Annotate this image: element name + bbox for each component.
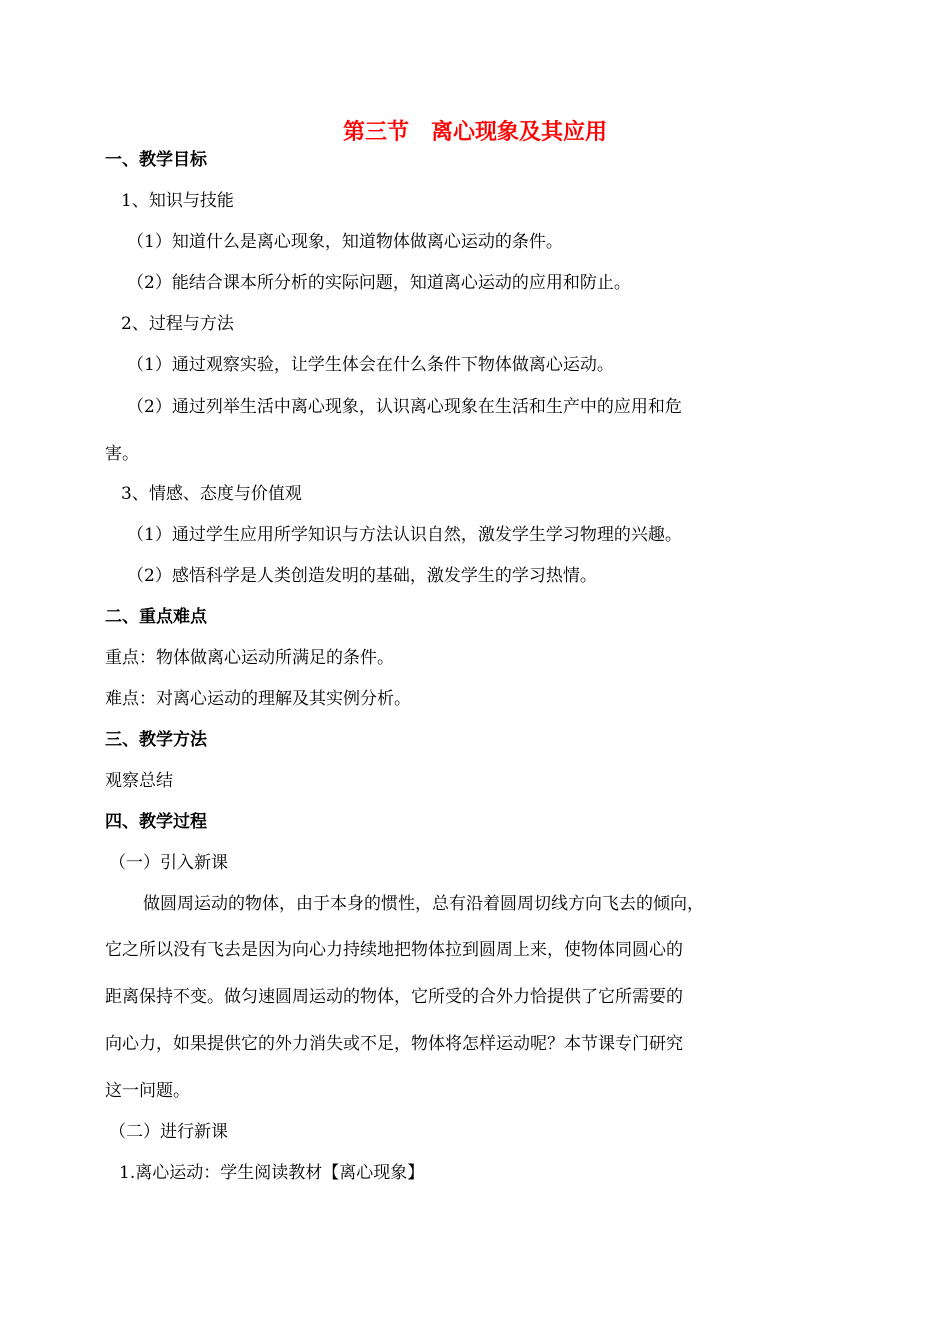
heading-teaching-process: 四、教学过程 <box>105 812 207 832</box>
intro-paragraph-line-1: 做圆周运动的物体，由于本身的惯性，总有沿着圆周切线方向飞去的倾向， <box>143 894 704 914</box>
process-item-1: （1）通过观察实验，让学生体会在什么条件下物体做离心运动。 <box>127 355 614 375</box>
heading-key-difficult-points: 二、重点难点 <box>105 607 207 627</box>
teaching-method-text: 观察总结 <box>105 771 173 791</box>
heading-teaching-method: 三、教学方法 <box>105 730 207 750</box>
process-item-2-continuation: 害。 <box>105 444 139 464</box>
title-section-number: 第三节 <box>342 120 409 145</box>
intro-paragraph-line-5: 这一问题。 <box>105 1081 190 1101</box>
intro-paragraph-line-4: 向心力，如果提供它的外力消失或不足，物体将怎样运动呢？本节课专门研究 <box>105 1034 683 1054</box>
knowledge-item-2: （2）能结合课本所分析的实际问题，知道离心运动的应用和防止。 <box>127 273 631 293</box>
subheading-process-method: 2、过程与方法 <box>121 314 234 334</box>
emotion-item-1: （1）通过学生应用所学知识与方法认识自然，激发学生学习物理的兴趣。 <box>127 525 682 545</box>
heading-teaching-goals: 一、教学目标 <box>105 150 207 170</box>
new-lesson-item-1: 1.离心运动：学生阅读教材【离心现象】 <box>119 1163 425 1183</box>
intro-paragraph-line-3: 距离保持不变。做匀速圆周运动的物体，它所受的合外力恰提供了它所需要的 <box>105 987 683 1007</box>
subheading-new-lesson: （二）进行新课 <box>109 1122 228 1142</box>
page-title <box>0 119 950 147</box>
title-topic: 离心现象及其应用 <box>431 120 608 145</box>
knowledge-item-1: （1）知道什么是离心现象，知道物体做离心运动的条件。 <box>127 232 563 252</box>
subheading-knowledge-skills: 1、知识与技能 <box>121 191 234 211</box>
emotion-item-2: （2）感悟科学是人类创造发明的基础，激发学生的学习热情。 <box>127 566 597 586</box>
process-item-2: （2）通过列举生活中离心现象，认识离心现象在生活和生产中的应用和危 <box>127 397 682 417</box>
subheading-emotion-values: 3、情感、态度与价值观 <box>121 484 302 504</box>
key-point-text: 重点：物体做离心运动所满足的条件。 <box>105 648 394 668</box>
difficult-point-text: 难点：对离心运动的理解及其实例分析。 <box>105 689 411 709</box>
intro-paragraph-line-2: 它之所以没有飞去是因为向心力持续地把物体拉到圆周上来，使物体同圆心的 <box>105 940 683 960</box>
subheading-introduction: （一）引入新课 <box>109 853 228 873</box>
